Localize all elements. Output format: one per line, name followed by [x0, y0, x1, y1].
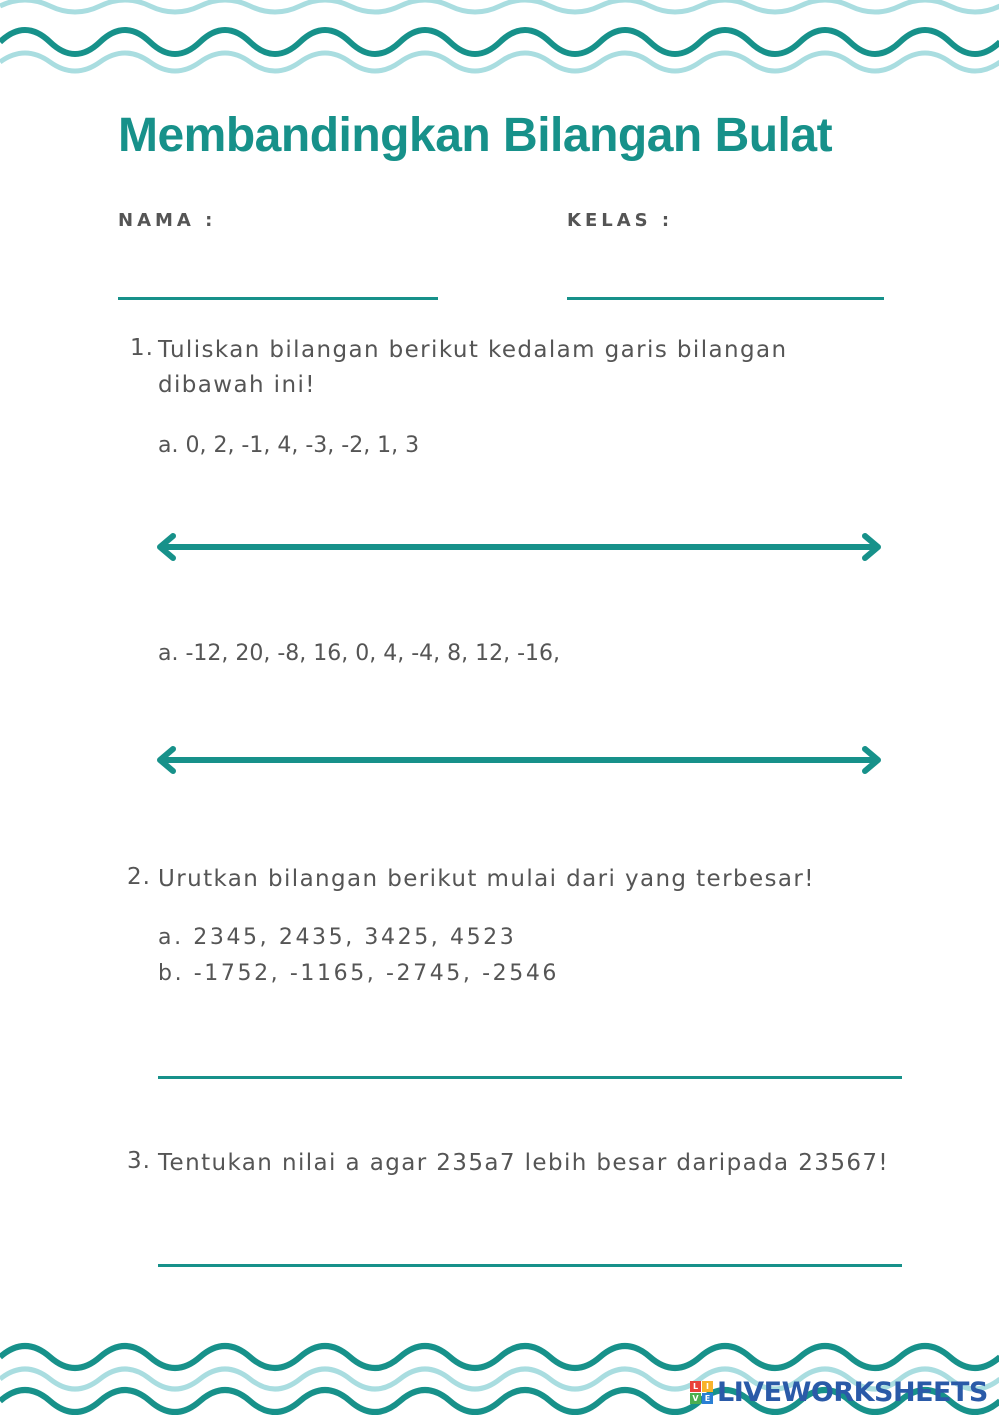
- question-1-number: 1.: [130, 335, 154, 361]
- logo-letter-v: V: [690, 1393, 701, 1404]
- bottom-wave-dark-upper: [0, 1346, 999, 1368]
- question-2-item-a: a. 2345, 2435, 3425, 4523: [158, 925, 517, 950]
- top-wave-light-upper: [0, 0, 999, 12]
- logo-icon: [690, 1381, 713, 1404]
- question-3-text: Tentukan nilai a agar 235a7 lebih besar daripada 23567!: [158, 1150, 890, 1176]
- class-label: KELAS :: [567, 210, 674, 231]
- question-1-line-1: Tuliskan bilangan berikut kedalam garis bilangan: [158, 337, 788, 363]
- question-3-number: 3.: [127, 1148, 151, 1174]
- name-label: NAMA :: [118, 210, 217, 231]
- logo-letter-e: E: [702, 1393, 713, 1404]
- question-1-item-b: a. -12, 20, -8, 16, 0, 4, -4, 8, 12, -16,: [158, 641, 561, 666]
- number-line-1[interactable]: [155, 532, 883, 562]
- question-2-number: 2.: [127, 864, 151, 890]
- question-2-item-b: b. -1752, -1165, -2745, -2546: [158, 961, 560, 986]
- class-answer-line[interactable]: [567, 297, 884, 300]
- question-2-answer-line[interactable]: [158, 1076, 902, 1079]
- question-2-text: Urutkan bilangan berikut mulai dari yang terbesar!: [158, 866, 815, 892]
- number-line-2[interactable]: [155, 745, 883, 775]
- question-1-line-2: dibawah ini!: [158, 372, 316, 398]
- name-answer-line[interactable]: [118, 297, 438, 300]
- page-title: Membandingkan Bilangan Bulat: [118, 109, 833, 162]
- liveworksheets-logo[interactable]: [690, 1374, 988, 1410]
- logo-letter-i: I: [702, 1381, 713, 1392]
- question-3-answer-line[interactable]: [158, 1264, 902, 1267]
- top-wave-border: [0, 0, 999, 75]
- logo-letter-l: L: [690, 1381, 701, 1392]
- top-wave-dark: [0, 30, 999, 54]
- logo-text: LIVEWORKSHEETS: [717, 1376, 988, 1408]
- top-wave-light-lower: [0, 53, 999, 71]
- question-1-item-a: a. 0, 2, -1, 4, -3, -2, 1, 3: [158, 433, 420, 458]
- question-1-text: [158, 333, 787, 403]
